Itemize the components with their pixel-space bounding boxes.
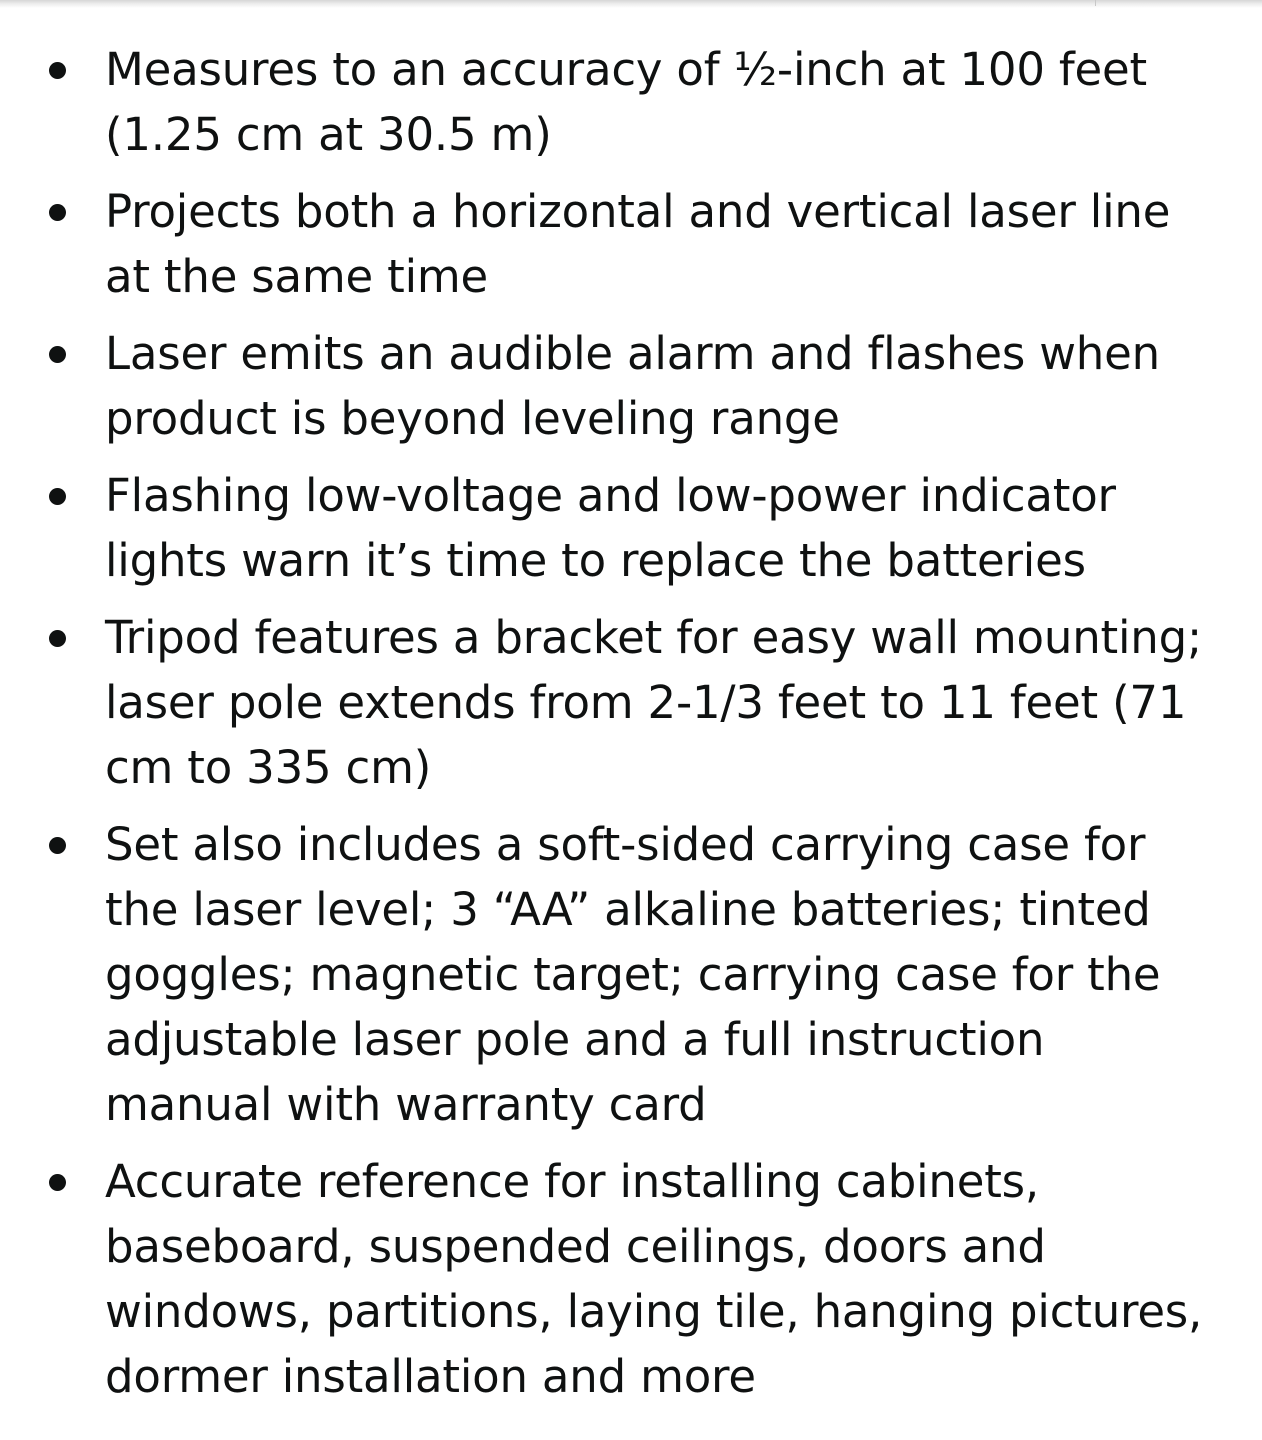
feature-bullet-list (0, 37, 1262, 1421)
feature-text: Measures to an accuracy of ½-inch at 100 feet (1.25 cm at 30.5 m) (105, 43, 1147, 161)
feature-item (0, 605, 1262, 800)
feature-item (0, 179, 1262, 309)
feature-text: Tripod features a bracket for easy wall mounting; laser pole extends from 2-1/3 feet to 11 feet (71 cm to 335 cm) (105, 611, 1202, 794)
bullet-icon (49, 62, 66, 79)
feature-text: Set also includes a soft-sided carrying case for the laser level; 3 “AA” alkaline batteries; tinted goggles; magnetic target; carrying case for the adjustable laser pole and a full instruction manual with warranty card (105, 818, 1161, 1131)
feature-item (0, 37, 1262, 167)
feature-item (0, 812, 1262, 1137)
top-divider (1095, 0, 1096, 6)
feature-item (0, 463, 1262, 593)
bullet-icon (49, 204, 66, 221)
feature-item (0, 1149, 1262, 1409)
top-edge-shadow (0, 0, 1262, 8)
feature-text: Accurate reference for installing cabinets, baseboard, suspended ceilings, doors and windows, partitions, laying tile, hanging pictures, dormer installation and more (105, 1155, 1203, 1403)
bullet-icon (49, 837, 66, 854)
bullet-icon (49, 630, 66, 647)
feature-text: Projects both a horizontal and vertical laser line at the same time (105, 185, 1171, 303)
bullet-icon (49, 1174, 66, 1191)
feature-text: Laser emits an audible alarm and flashes when product is beyond leveling range (105, 327, 1160, 445)
bullet-icon (49, 346, 66, 363)
bullet-icon (49, 488, 66, 505)
feature-item (0, 321, 1262, 451)
feature-text: Flashing low-voltage and low-power indicator lights warn it’s time to replace the batteries (105, 469, 1116, 587)
